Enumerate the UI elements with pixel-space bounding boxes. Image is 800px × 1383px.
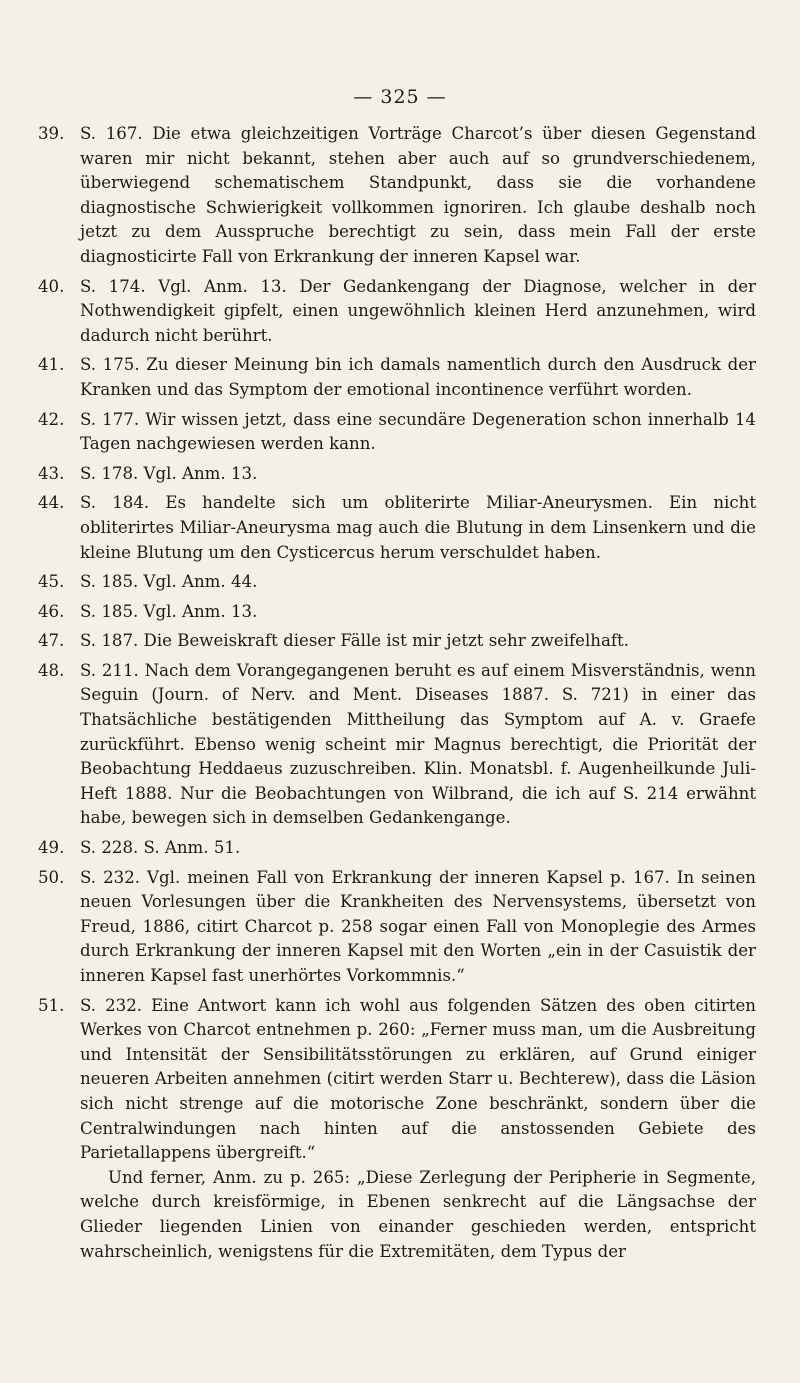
- endnote-number: 48.: [38, 660, 65, 680]
- endnote-number: 46.: [38, 601, 65, 621]
- endnote-number: 45.: [38, 572, 65, 592]
- page-number: — 325 —: [353, 86, 447, 108]
- endnotes-list: [38, 122, 756, 1269]
- endnote-text: S. 185. Vgl. Anm. 44.: [80, 572, 258, 592]
- endnote-51: [38, 994, 756, 1265]
- endnote-42: [38, 408, 756, 457]
- endnote-50: [38, 866, 756, 989]
- endnote-text: S. 232. Eine Antwort kann ich wohl aus folgenden Sätzen des oben citirten Werkes von Charcot entnehmen p. 260: „Ferner muss man, um die Ausbreitung und Intensität der Sensibilitätsstörungen zu erklären, auf Grund einiger neueren Arbeiten annehmen (citirt werden Starr u. Bechterew), dass die Läsion sich nicht strenge auf die motorische Zone beschränkt, sondern über die Centralwindungen nach hinten auf die anstossenden Gebiete des Parietallappens übergreift.“: [80, 995, 756, 1163]
- endnote-number: 42.: [38, 409, 65, 429]
- endnote-text: S. 177. Wir wissen jetzt, dass eine secundäre Degeneration schon innerhalb 14 Tagen nachgewiesen werden kann.: [80, 409, 756, 454]
- endnote-number: 44.: [38, 493, 65, 513]
- endnote-41: [38, 353, 756, 402]
- endnote-text: S. 178. Vgl. Anm. 13.: [80, 463, 258, 483]
- endnote-text: S. 175. Zu dieser Meinung bin ich damals namentlich durch den Ausdruck der Kranken und das Symptom der emotional incontinence verführt worden.: [80, 355, 756, 399]
- endnote-49: [38, 836, 756, 861]
- endnote-text: S. 187. Die Beweiskraft dieser Fälle ist mir jetzt sehr zweifelhaft.: [80, 631, 629, 651]
- endnote-39: [38, 122, 756, 270]
- endnote-44: [38, 491, 756, 565]
- endnote-45: [38, 570, 756, 595]
- endnote-number: 51.: [38, 995, 65, 1015]
- endnote-text: S. 167. Die etwa gleichzeitigen Vorträge Charcot’s über diesen Gegenstand waren mir nicht bekannt, stehen aber auch auf so grundverschiedenem, überwiegend schematischem Standpunkt, dass sie die vorhandene diagnostische Schwierigkeit vollkommen ignoriren. Ich glaube deshalb noch jetzt zu dem Ausspruche berechtigt zu sein, dass mein Fall der erste diagnosticirte Fall von Erkrankung der inneren Kapsel war.: [80, 124, 756, 266]
- endnote-number: 43.: [38, 463, 65, 483]
- endnote-text-continuation: Und ferner, Anm. zu p. 265: „Diese Zerlegung der Peripherie in Segmente, welche durch kreisförmige, in Ebenen senkrecht auf die Längsachse der Glieder liegenden Linien von einander geschieden werden, entspricht wahrscheinlich, wenigstens für die Extremitäten, dem Typus der: [80, 1167, 756, 1261]
- endnote-number: 41.: [38, 355, 65, 375]
- endnote-number: 39.: [38, 124, 65, 143]
- endnote-47: [38, 629, 756, 654]
- endnote-40: [38, 275, 756, 349]
- endnote-48: [38, 659, 756, 831]
- endnote-46: [38, 600, 756, 625]
- endnote-number: 47.: [38, 631, 65, 651]
- endnote-text: S. 211. Nach dem Vorangegangenen beruht es auf einem Misverständnis, wenn Seguin (Journ. of Nerv. and Ment. Diseases 1887. S. 721) in einer das Thatsächliche bestätigenden Mittheilung das Symptom auf A. v. Graefe zurückführt. Ebenso wenig scheint mir Magnus berechtigt, die Priorität der Beobachtung Heddaeus zuzuschreiben. Klin. Monatsbl. f. Augenheilkunde Juli-Heft 1888. Nur die Beobachtungen von Wilbrand, die ich auf S. 214 erwähnt habe, bewegen sich in demselben Gedankengange.: [80, 660, 756, 828]
- endnote-text: S. 185. Vgl. Anm. 13.: [80, 601, 258, 621]
- endnote-text: S. 174. Vgl. Anm. 13. Der Gedankengang der Diagnose, welcher in der Nothwendigkeit gipfelt, einen ungewöhnlich kleinen Herd anzunehmen, wird dadurch nicht berührt.: [80, 276, 756, 345]
- endnote-text: S. 184. Es handelte sich um obliterirte Miliar-Aneurysmen. Ein nicht obliterirtes Miliar-Aneurysma mag auch die Blutung in dem Linsenkern und die kleine Blutung um den Cysticercus herum verschuldet haben.: [80, 493, 756, 562]
- endnote-43: [38, 462, 756, 487]
- endnote-number: 40.: [38, 276, 65, 296]
- endnote-text: S. 232. Vgl. meinen Fall von Erkrankung der inneren Kapsel p. 167. In seinen neuen Vorlesungen über die Krankheiten des Nervensystems, übersetzt von Freud, 1886, citirt Charcot p. 258 sogar einen Fall von Monoplegie des Armes durch Erkrankung der inneren Kapsel mit den Worten „ein in der Casuistik der inneren Kapsel fast unerhörtes Vorkommnis.“: [80, 867, 756, 985]
- endnote-number: 49.: [38, 838, 65, 858]
- endnote-text: S. 228. S. Anm. 51.: [80, 838, 241, 858]
- endnote-number: 50.: [38, 867, 65, 887]
